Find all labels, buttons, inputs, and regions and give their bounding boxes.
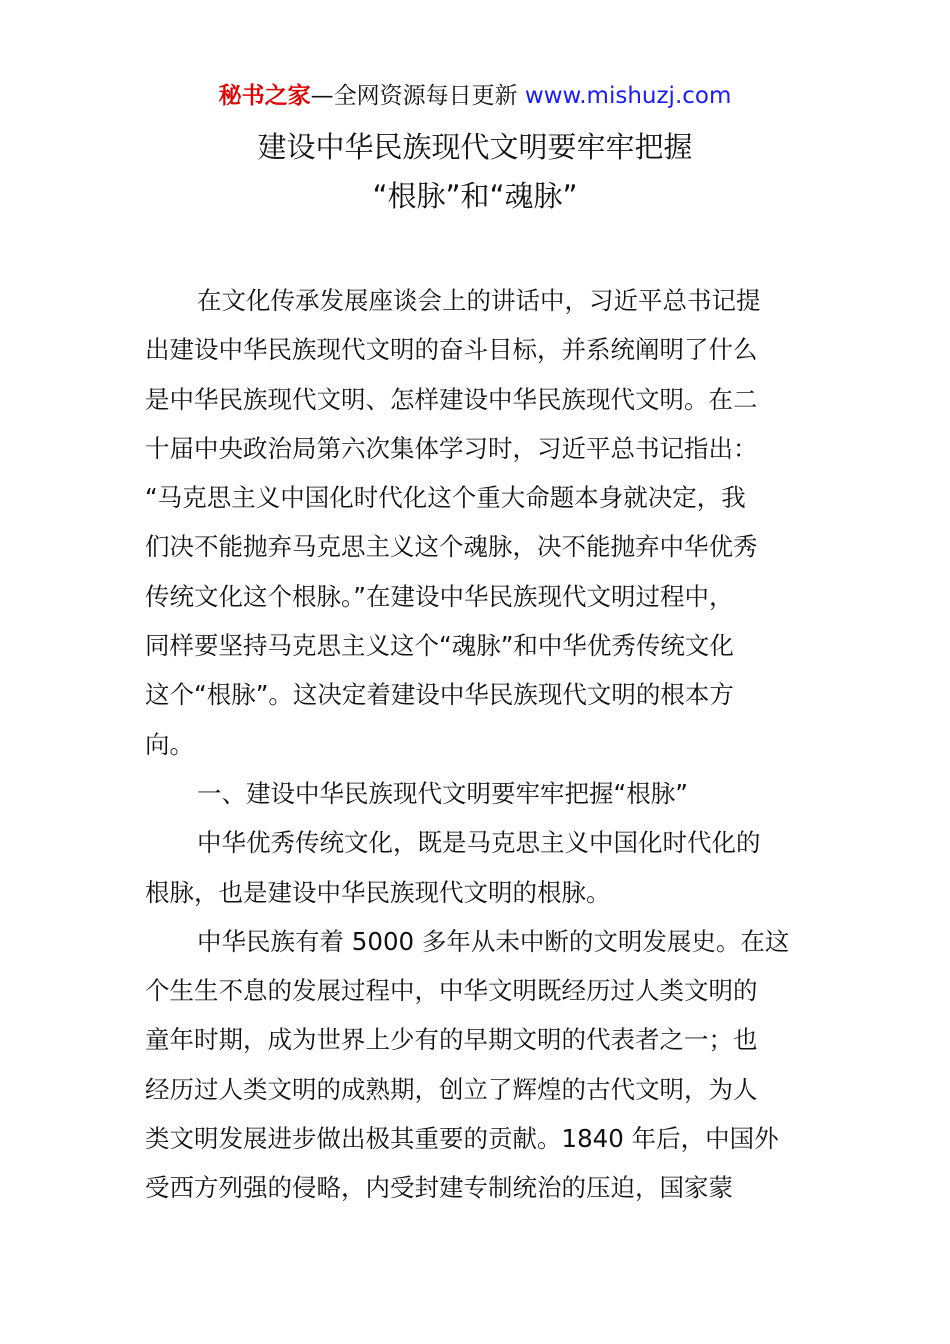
paragraph-line: 是中华民族现代文明、怎样建设中华民族现代文明。在二 — [145, 384, 758, 414]
paragraph-line: 在文化传承发展座谈会上的讲话中，习近平总书记提 — [197, 286, 761, 315]
paragraph-line: 中华民族有着 5000 多年从未中断的文明发展史。在这 — [197, 926, 790, 956]
paragraph-line: 向。 — [145, 729, 194, 759]
site-url-link[interactable]: www.mishuzj.com — [524, 83, 732, 109]
document-title-line-2: “根脉”和“魂脉” — [372, 179, 578, 213]
site-tagline: —全网资源每日更新 — [310, 83, 525, 109]
site-brand: 秘书之家 — [218, 83, 311, 109]
paragraph-line: 受西方列强的侵略，内受封建专制统治的压迫，国家蒙 — [145, 1173, 733, 1203]
paragraph-line: 根脉，也是建设中华民族现代文明的根脉。 — [145, 877, 611, 907]
section-heading: 一、建设中华民族现代文明要牢牢把握“根脉” — [197, 778, 688, 808]
site-header — [0, 80, 950, 112]
paragraph-line: 出建设中华民族现代文明的奋斗目标，并系统阐明了什么 — [145, 335, 758, 365]
document-title-line-1: 建设中华民族现代文明要牢牢把握 — [257, 130, 693, 164]
paragraph-line: “马克思主义中国化时代化这个重大命题本身就决定，我 — [145, 483, 746, 513]
paragraph-line: 传统文化这个根脉。”在建设中华民族现代文明过程中， — [145, 581, 734, 611]
paragraph-line: 这个“根脉”。这决定着建设中华民族现代文明的根本方 — [145, 680, 734, 710]
paragraph-line: 类文明发展进步做出极其重要的贡献。1840 年后，中国外 — [145, 1124, 779, 1154]
paragraph-line: 们决不能抛弃马克思主义这个魂脉，决不能抛弃中华优秀 — [145, 532, 758, 562]
paragraph-line: 个生生不息的发展过程中，中华文明既经历过人类文明的 — [145, 976, 758, 1006]
paragraph-line: 童年时期，成为世界上少有的早期文明的代表者之一；也 — [145, 1025, 758, 1055]
paragraph-line: 十届中央政治局第六次集体学习时，习近平总书记指出： — [145, 433, 758, 463]
document-body — [145, 276, 809, 1213]
paragraph-line: 经历过人类文明的成熟期，创立了辉煌的古代文明，为人 — [145, 1074, 758, 1104]
paragraph-line: 中华优秀传统文化，既是马克思主义中国化时代化的 — [197, 828, 761, 858]
paragraph-line: 同样要坚持马克思主义这个“魂脉”和中华优秀传统文化 — [145, 631, 734, 661]
